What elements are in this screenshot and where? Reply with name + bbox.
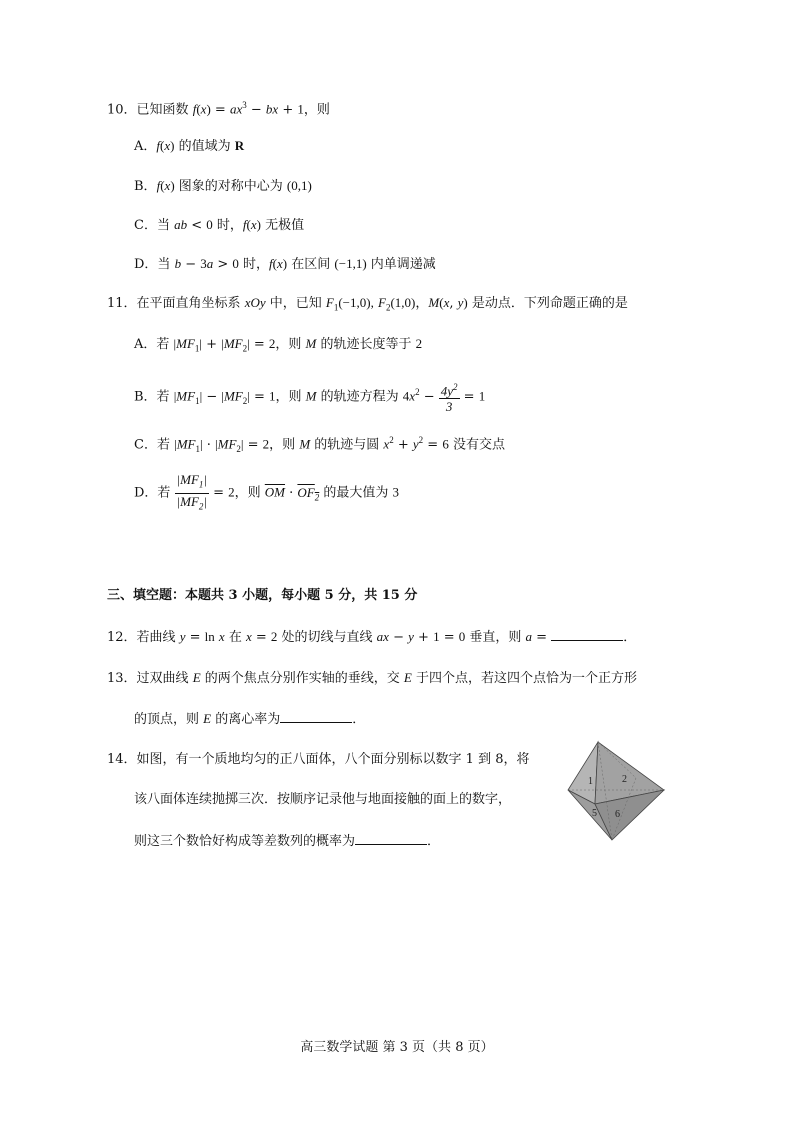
q14-line2: 该八面体连续抛掷三次．按顺序记录他与地面接触的面上的数字， <box>134 792 512 807</box>
q11-option-c: C．若 $|MF_1| \cdot |MF_2| = 2$，则 M 的轨迹与圆 $x^2 + y^2 = 6$ 没有交点 <box>134 435 505 454</box>
q14-line1: 14．如图，有一个质地均匀的正八面体，八个面分别标以数字 1 到 8，将 <box>107 752 530 767</box>
q14-answer-blank[interactable] <box>355 832 427 845</box>
q13-line1: 13．过双曲线 E 的两个焦点分别作实轴的垂线，交 E 于四个点，若这四个点恰为一个正方形 <box>107 670 637 686</box>
q11-stem: 11．在平面直角坐标系 xOy 中，已知 $F_1(-1,0)$, $F_2(1,0)$，M(x, y) 是动点．下列命题正确的是 <box>107 295 628 313</box>
section-heading: 三、填空题：本题共 3 小题，每小题 5 分，共 15 分 <box>107 588 418 603</box>
page-footer: 高三数学试题 第 3 页（共 8 页） <box>300 1040 494 1055</box>
q12: 12．若曲线 y = ln x 在 x = 2 处的切线与直线 ax − y + 1 = 0 垂直，则 a = ． <box>107 629 637 645</box>
q10-option-d: D．当 b − 3a > 0 时，f(x) 在区间 (−1,1) 内单调递减 <box>134 256 436 272</box>
q13-answer-blank[interactable] <box>280 710 352 723</box>
q10-option-c: C．当 ab < 0 时，f(x) 无极值 <box>134 217 305 233</box>
q14-line3: 则这三个数恰好构成等差数列的概率为 ． <box>134 834 441 849</box>
face-label-5: 5 <box>592 808 597 819</box>
q12-answer-blank[interactable] <box>551 628 623 641</box>
face-label-2: 2 <box>622 774 627 785</box>
q11-option-b: B．若 $|MF_1| - |MF_2| = 1$，则 M 的轨迹方程为 $4x^2$ − $\frac{4y^2}{3}$ = 1 <box>134 381 486 414</box>
q10-stem: 10．已知函数 $f(x) = ax^3$ − bx + 1，则 <box>107 100 330 118</box>
face-label-6: 6 <box>615 809 620 820</box>
q10-option-a: A．f(x) 的值域为 R <box>134 138 245 154</box>
q11-option-d: D．若 $\frac{|MF_1|}{|MF_2|}$ = 2，则 $\overline{OM} \cdot OF_2$ 的最大值为 3 <box>134 472 400 512</box>
face-label-1: 1 <box>588 776 593 787</box>
octahedron-figure <box>564 740 668 842</box>
q13-line2: 的顶点，则 E 的离心率为 ． <box>134 711 366 727</box>
q10-option-b: B．f(x) 图象的对称中心为 (0,1) <box>134 178 312 194</box>
q11-option-a: A．若 $|MF_1| + |MF_2| = 2$，则 M 的轨迹长度等于 2 <box>134 336 423 354</box>
